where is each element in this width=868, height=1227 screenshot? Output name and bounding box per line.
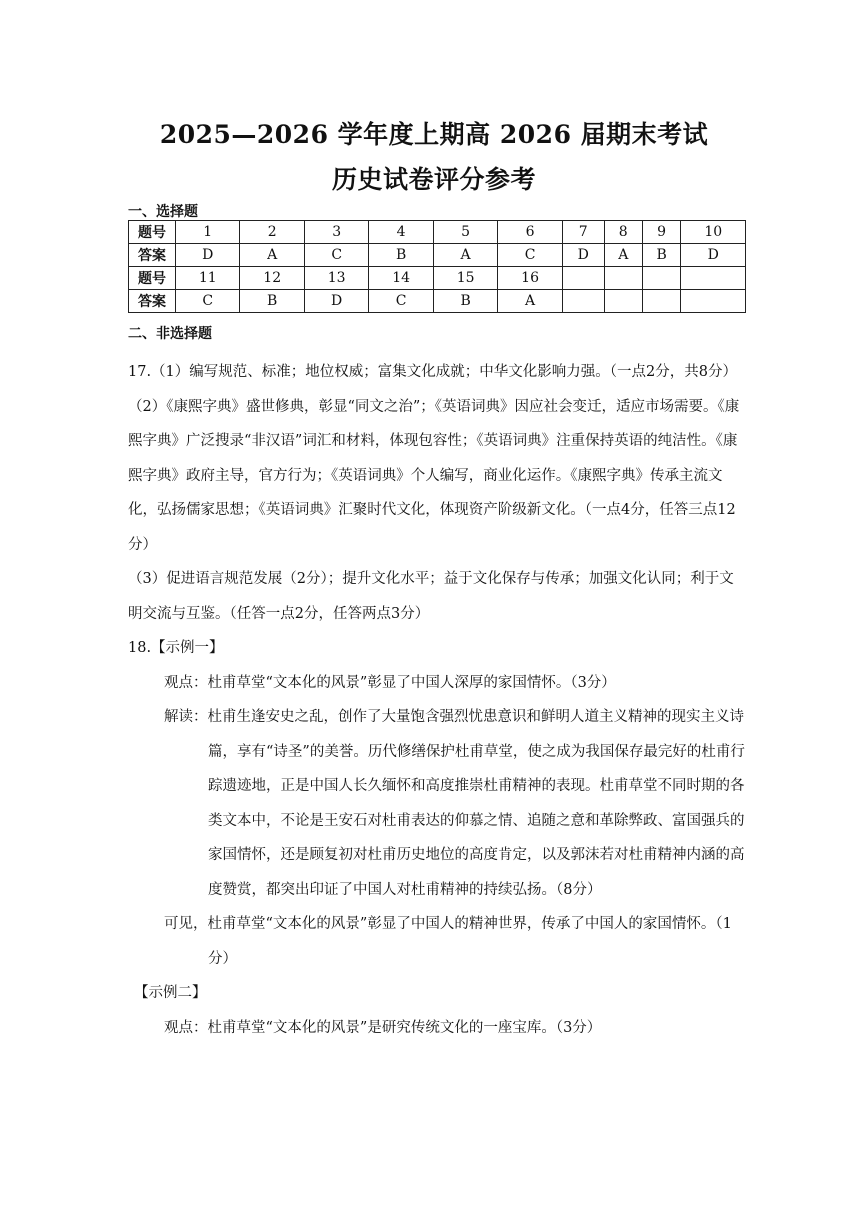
table-cell <box>681 290 746 313</box>
table-cell: 15 <box>433 267 497 290</box>
table-cell: 3 <box>304 221 368 244</box>
q18-example2-label: 【示例二】 <box>134 985 207 1001</box>
table-cell: 2 <box>240 221 304 244</box>
table-cell: D <box>304 290 368 313</box>
table-cell: 6 <box>498 221 562 244</box>
table-cell: 4 <box>369 221 433 244</box>
table-cell: B <box>642 244 681 267</box>
row-label: 答案 <box>129 244 176 267</box>
table-cell: 5 <box>433 221 497 244</box>
q18-example1-label: 18.【示例一】 <box>128 640 224 656</box>
table-cell <box>562 290 604 313</box>
table-cell: A <box>498 290 562 313</box>
answer-table <box>128 220 746 313</box>
title-line-2 <box>0 160 868 196</box>
table-cell: 7 <box>562 221 604 244</box>
exam-subtitle: 历史试卷评分参考 <box>331 165 536 194</box>
table-row-numbers-1 <box>129 221 746 244</box>
table-cell: A <box>604 244 642 267</box>
q18-conclusion1: 可见，杜甫草堂“文本化的风景”彰显了中国人的精神世界，传承了中国人的家国情怀。（1分） <box>164 916 732 967</box>
table-cell: 14 <box>369 267 433 290</box>
q18-view2: 观点：杜甫草堂“文本化的风景”是研究传统文化的一座宝库。（3分） <box>164 1019 602 1036</box>
q17-part3: （3）促进语言规范发展（2分）；提升文化水平；益于文化保存与传承；加强文化认同；利于文明交流与互鉴。（任答一点2分，任答两点3分） <box>128 571 734 622</box>
table-cell: D <box>562 244 604 267</box>
answer-body <box>128 355 748 1045</box>
q18-view1: 观点：杜甫草堂“文本化的风景”彰显了中国人深厚的家国情怀。（3分） <box>164 674 616 691</box>
table-cell: 1 <box>176 221 240 244</box>
table-cell <box>604 267 642 290</box>
table-cell: 16 <box>498 267 562 290</box>
table-cell: C <box>304 244 368 267</box>
row-label: 答案 <box>129 290 176 313</box>
table-cell: C <box>369 290 433 313</box>
table-row-answers-1 <box>129 244 746 267</box>
table-row-numbers-2 <box>129 267 746 290</box>
table-cell: D <box>681 244 746 267</box>
row-label: 题号 <box>129 221 176 244</box>
exam-title: 2025—2026 学年度上期高 2026 届期末考试 <box>159 120 709 149</box>
table-cell: C <box>498 244 562 267</box>
table-cell: D <box>176 244 240 267</box>
table-cell: B <box>369 244 433 267</box>
table-cell <box>642 267 681 290</box>
table-cell: 9 <box>642 221 681 244</box>
section-choice-heading: 一、选择题 <box>128 204 198 220</box>
q18-explain1: 解读：杜甫生逢安史之乱，创作了大量饱含强烈忧患意识和鲜明人道主义精神的现实主义诗篇，享有“诗圣”的美誉。历代修缮保护杜甫草堂，使之成为我国保存最完好的杜甫行踪遗迹地，正是中国人长久缅怀和高度推崇杜甫精神的表现。杜甫草堂不同时期的各类文本中，不论是王安石对杜甫表达的仰慕之情、追随之意和革除弊政、富国强兵的家国情怀，还是顾复初对杜甫历史地位的高度肯定，以及郭沫若对杜甫精神内涵的高度赞赏，都突出印证了中国人对杜甫精神的持续弘扬。（8分） <box>164 709 745 898</box>
table-cell: A <box>433 244 497 267</box>
table-cell <box>681 267 746 290</box>
q17-part2: （2）《康熙字典》盛世修典，彰显“同文之治”；《英语词典》因应社会变迁，适应市场需要。《康熙字典》广泛搜录“非汉语”词汇和材料，体现包容性；《英语词典》注重保持英语的纯洁性。《康熙字典》政府主导，官方行为；《英语词典》个人编写，商业化运作。《康熙字典》传承主流文化，弘扬儒家思想；《英语词典》汇聚时代文化，体现资产阶级新文化。（一点4分，任答三点12分） <box>128 398 740 553</box>
table-cell: 12 <box>240 267 304 290</box>
table-cell: C <box>176 290 240 313</box>
table-cell: B <box>433 290 497 313</box>
table-row-answers-2 <box>129 290 746 313</box>
title-line-1 <box>0 115 868 151</box>
table-cell <box>642 290 681 313</box>
table-cell: A <box>240 244 304 267</box>
table-cell <box>604 290 642 313</box>
table-cell: 13 <box>304 267 368 290</box>
table-cell: B <box>240 290 304 313</box>
table-cell: 8 <box>604 221 642 244</box>
row-label: 题号 <box>129 267 176 290</box>
table-cell <box>562 267 604 290</box>
section-nonchoice-heading: 二、非选择题 <box>128 326 212 342</box>
table-cell: 10 <box>681 221 746 244</box>
q17-part1: 17.（1）编写规范、标准；地位权威；富集文化成就；中华文化影响力强。（一点2分，共8分） <box>128 364 737 380</box>
table-cell: 11 <box>176 267 240 290</box>
